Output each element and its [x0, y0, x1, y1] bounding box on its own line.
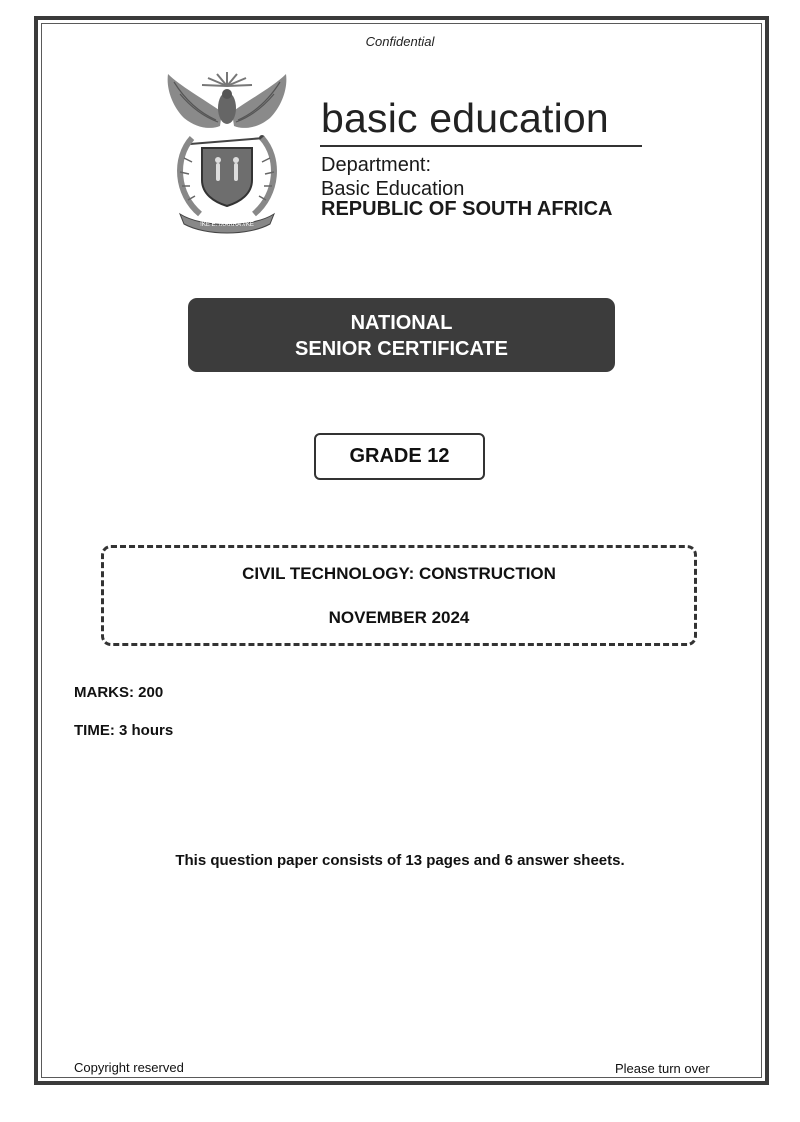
- certificate-line-2: SENIOR CERTIFICATE: [295, 338, 508, 360]
- turn-over-footer: Please turn over: [615, 1061, 710, 1076]
- brand-title: basic education: [321, 95, 609, 141]
- department-line-1: Department:: [321, 154, 432, 176]
- exam-date: NOVEMBER 2024: [328, 608, 470, 627]
- certificate-line-1: NATIONAL: [350, 312, 453, 334]
- certificate-banner: [188, 298, 615, 372]
- country-name: REPUBLIC OF SOUTH AFRICA: [321, 198, 613, 220]
- copyright-footer: Copyright reserved: [74, 1060, 184, 1075]
- time-label: TIME: 3 hours: [74, 722, 174, 739]
- subject-box: [101, 545, 697, 646]
- grade-box: GRADE 12: [314, 433, 485, 480]
- confidential-label: Confidential: [365, 34, 435, 49]
- brand-divider: [320, 145, 642, 147]
- page-count-note: This question paper consists of 13 pages and 6 answer sheets.: [175, 852, 625, 869]
- department-name: [321, 153, 464, 201]
- subject-title: CIVIL TECHNOLOGY: CONSTRUCTION: [242, 564, 556, 583]
- crest-motto: !KE E: /XARRA //KE: [200, 222, 254, 228]
- marks-label: MARKS: 200: [74, 684, 164, 701]
- department-line-2: Basic Education: [321, 178, 465, 200]
- coat-of-arms-icon: [162, 68, 292, 234]
